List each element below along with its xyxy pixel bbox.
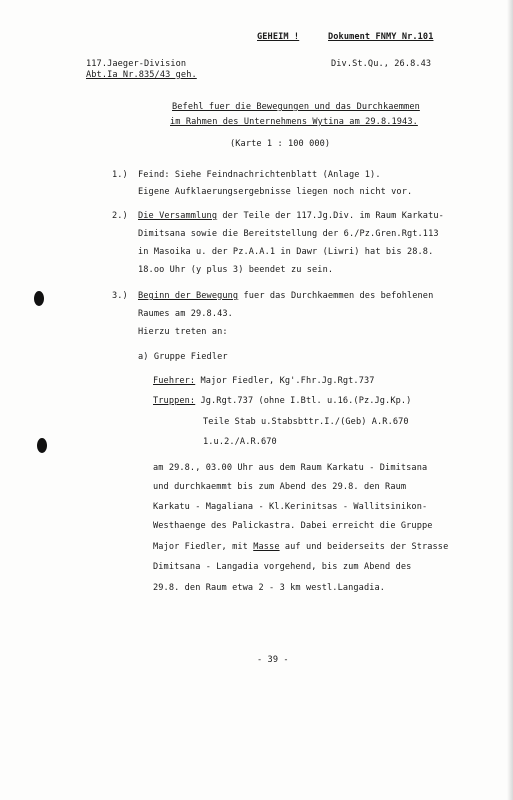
paragraph-line-5-underlined: Masse [253, 542, 280, 552]
punch-hole-bottom [37, 438, 47, 453]
paragraph-line-5-b: auf und beiderseits der Strasse [279, 542, 449, 552]
section-1-number: 1.) [112, 170, 128, 180]
page-edge-shadow [507, 0, 513, 800]
file-reference: Abt.Ia Nr.835/43 geh. [86, 70, 197, 80]
order-title-line-2: im Rahmen des Unternehmens Wytina am 29.8.1943. [170, 117, 418, 127]
group-heading: a) Gruppe Fiedler [138, 352, 228, 362]
unit-name: 117.Jaeger-Division [86, 59, 187, 69]
section-2-line-1 [138, 211, 444, 222]
classification-stamp: GEHEIM ! [257, 32, 300, 42]
paragraph-line-1: am 29.8., 03.00 Uhr aus dem Raum Karkatu - Dimitsana [153, 463, 428, 473]
section-1-line-2: Eigene Aufklaerungsergebnisse liegen noch nicht vor. [138, 187, 413, 197]
leader-line [153, 376, 375, 387]
section-3-line-3: Hierzu treten an: [138, 327, 228, 337]
paragraph-line-2: und durchkaemmt bis zum Abend des 29.8. den Raum [153, 482, 407, 492]
section-2-line-4: 18.oo Uhr (y plus 3) beendet zu sein. [138, 265, 334, 275]
troops-label: Truppen: [153, 396, 196, 406]
paragraph-line-5 [153, 542, 448, 553]
paragraph-line-5-a: Major Fiedler, mit [153, 542, 254, 552]
paragraph-line-3: Karkatu - Magaliana - Kl.Kerinitsas - Wallitsinikon- [153, 502, 428, 512]
section-3-number: 3.) [112, 291, 128, 301]
leader-label: Fuehrer: [153, 376, 196, 386]
section-3-line-1 [138, 291, 433, 302]
section-2-number: 2.) [112, 211, 128, 221]
section-2-line-2: Dimitsana sowie die Bereitstellung der 6./Pz.Gren.Rgt.113 [138, 229, 439, 239]
section-2-line-3: in Masoika u. der Pz.A.A.1 in Dawr (Liwri) hat bis 28.8. [138, 247, 434, 257]
troops-line-1 [153, 396, 411, 407]
page-number: - 39 - [257, 655, 289, 665]
leader-value: Major Fiedler, Kg'.Fhr.Jg.Rgt.737 [195, 376, 375, 386]
document-reference: Dokument FNMY Nr.101 [328, 32, 434, 42]
troops-value-1: Jg.Rgt.737 (ohne I.Btl. u.16.(Pz.Jg.Kp.) [195, 396, 412, 406]
section-3-underlined-heading: Beginn der Bewegung [138, 291, 239, 301]
paragraph-line-7: 29.8. den Raum etwa 2 - 3 km westl.Langadia. [153, 583, 386, 593]
paragraph-line-4: Westhaenge des Palickastra. Dabei erreicht die Gruppe [153, 521, 433, 531]
section-2-underlined-heading: Die Versammlung [138, 211, 218, 221]
location-date: Div.St.Qu., 26.8.43 [331, 59, 432, 69]
punch-hole-top [34, 291, 44, 306]
section-1-line-1: Feind: Siehe Feindnachrichtenblatt (Anlage 1). [138, 170, 381, 180]
map-reference: (Karte 1 : 100 000) [230, 139, 331, 149]
section-2-line-1-rest: der Teile der 117.Jg.Div. im Raum Karkatu- [217, 211, 444, 221]
order-title-line-1: Befehl fuer die Bewegungen und das Durchkaemmen [172, 102, 420, 112]
section-3-line-2: Raumes am 29.8.43. [138, 309, 233, 319]
section-3-line-1-rest: fuer das Durchkaemmen des befohlenen [238, 291, 434, 301]
paragraph-line-6: Dimitsana - Langadia vorgehend, bis zum Abend des [153, 562, 412, 572]
troops-line-3: 1.u.2./A.R.670 [203, 437, 277, 447]
troops-line-2: Teile Stab u.Stabsbttr.I./(Geb) A.R.670 [203, 417, 409, 427]
